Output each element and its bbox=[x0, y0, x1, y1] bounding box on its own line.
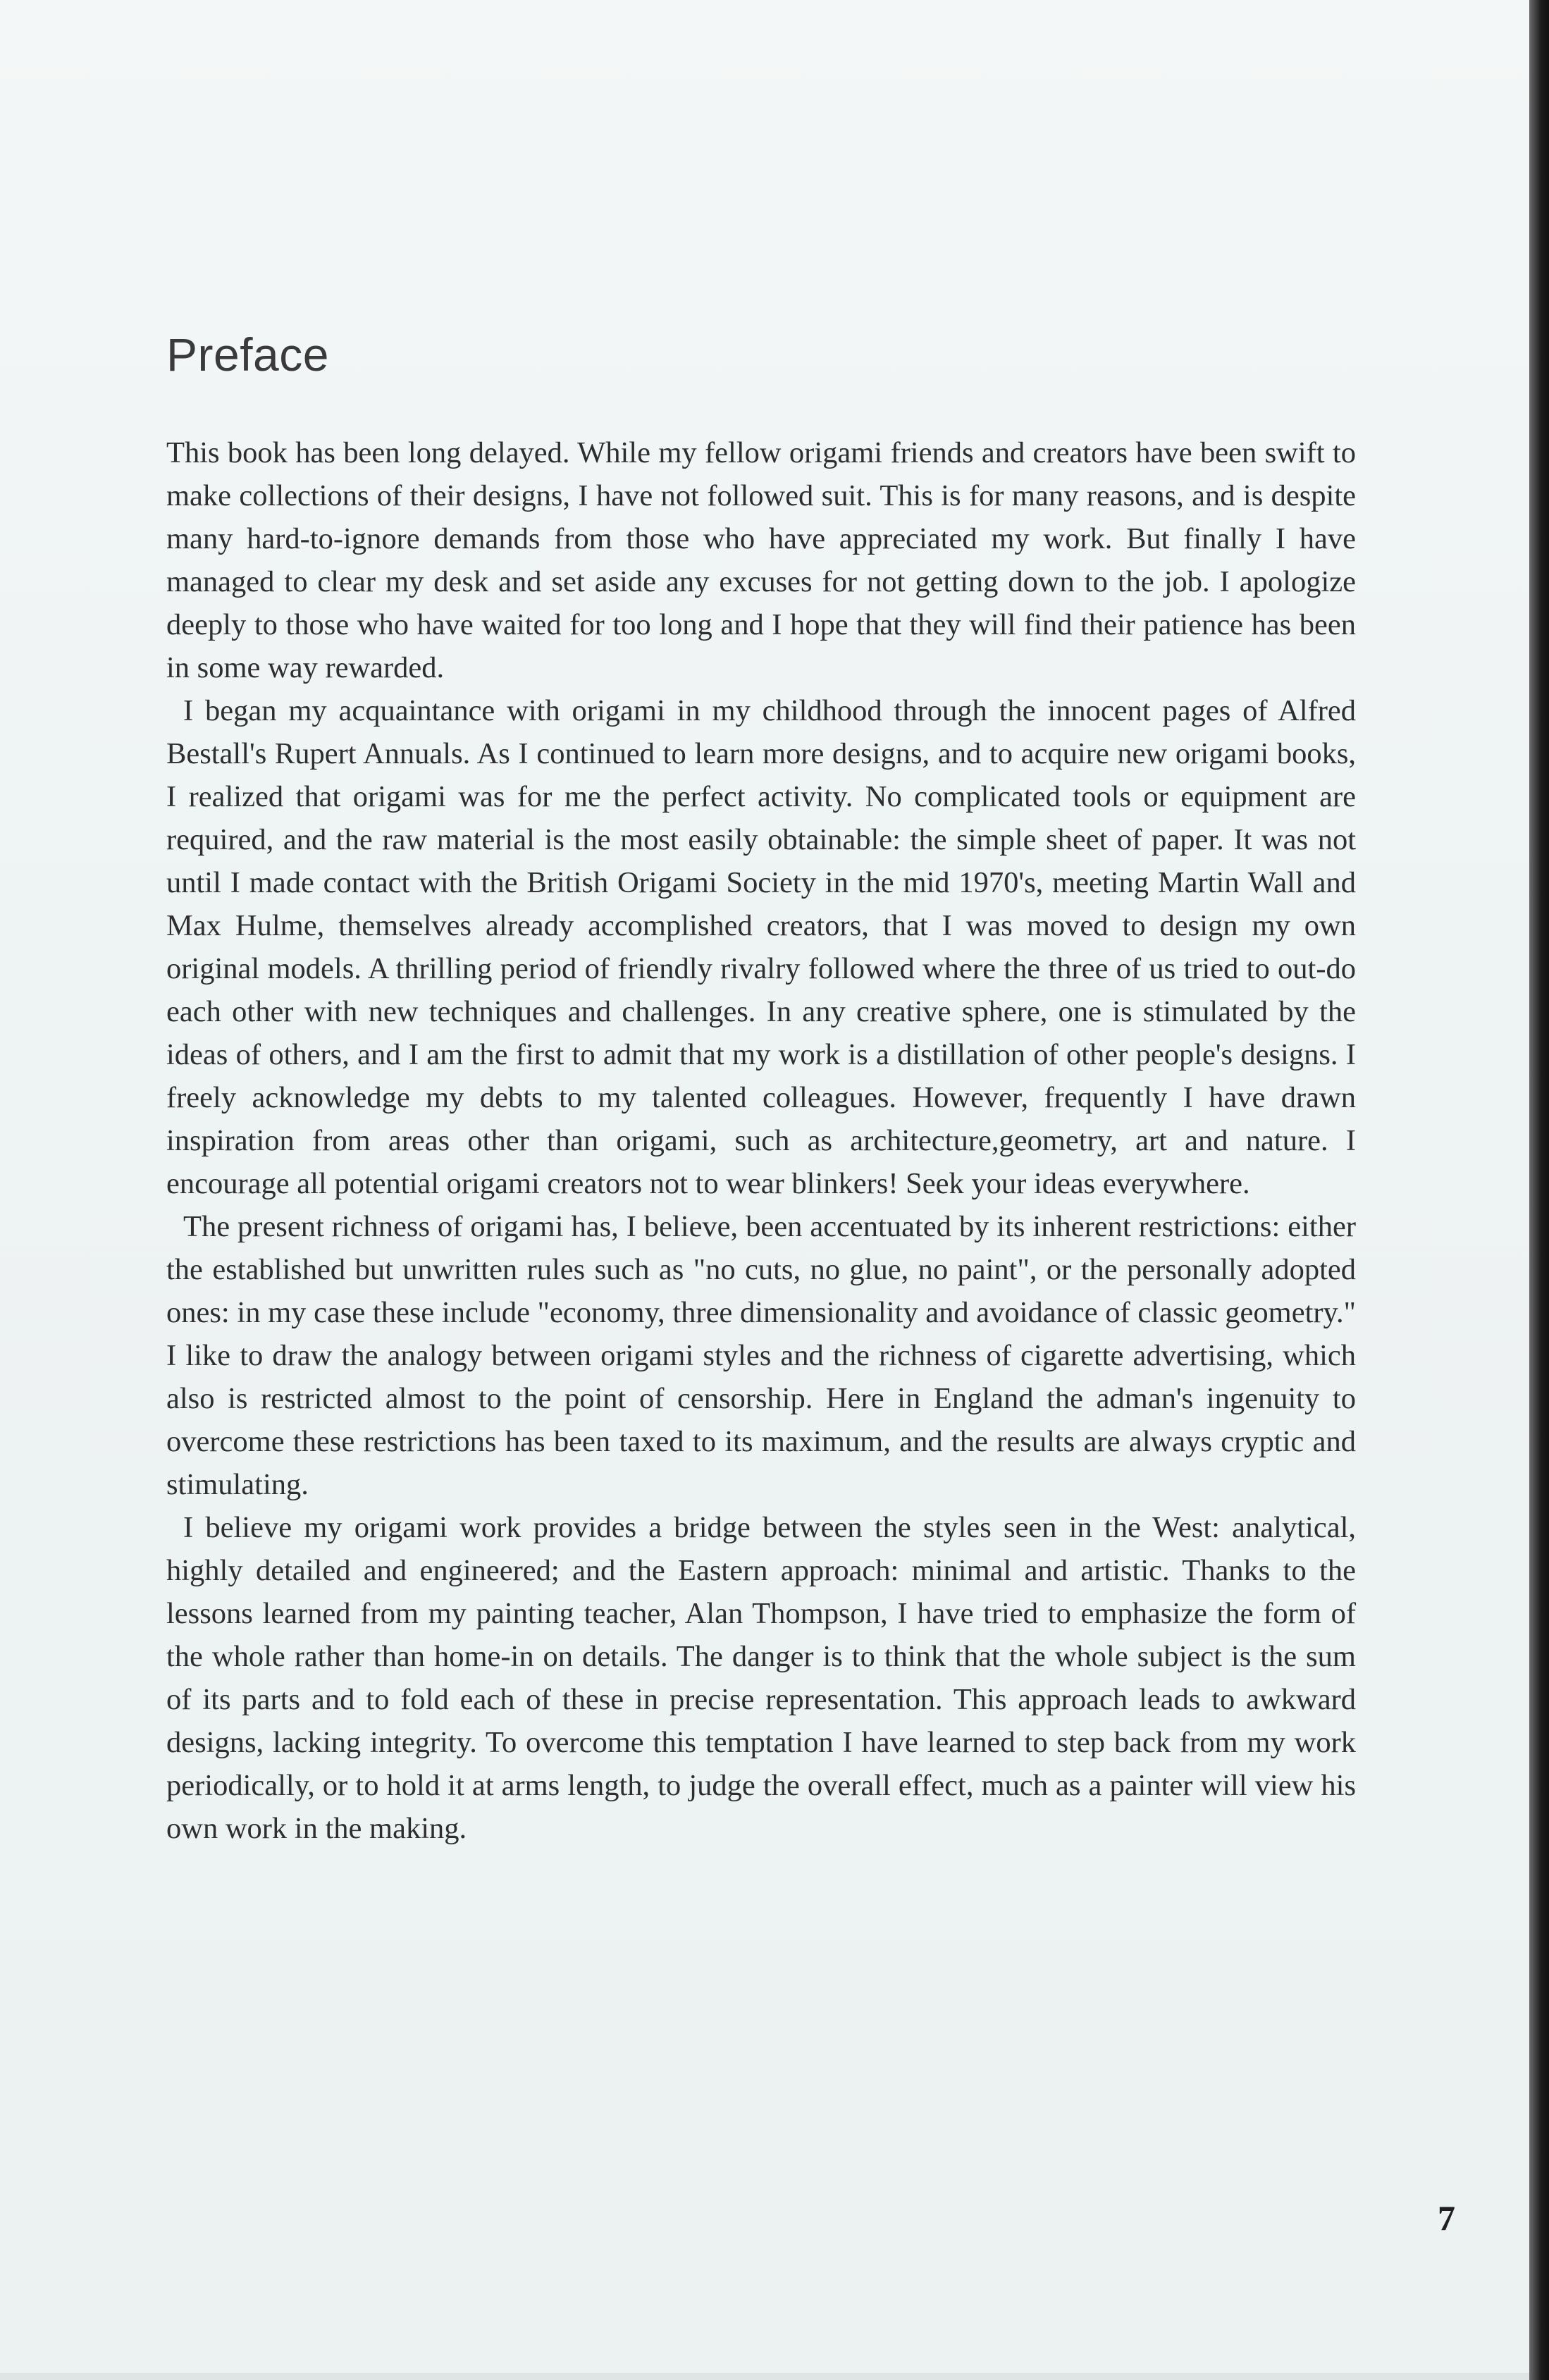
page-title: Preface bbox=[166, 328, 329, 381]
paragraph: I began my acquaintance with origami in my childhood through the innocent pages of Alfred Bestall's Rupert Annuals. As I continued to learn more designs, and to acquire new origami books, I realized that origami was for me the perfect activity. No complicated tools or equipment are required, and the raw material is the most easily obtainable: the simple sheet of paper. It was not until I made contact with the British Origami Society in the mid 1970's, meeting Martin Wall and Max Hulme, themselves already accomplished creators, that I was moved to design my own original models. A thrilling period of friendly rivalry followed where the three of us tried to out-do each other with new techniques and challenges. In any creative sphere, one is stimulated by the ideas of others, and I am the first to admit that my work is a distillation of other people's designs. I freely acknowledge my debts to my talented colleagues. However, frequently I have drawn inspiration from areas other than origami, such as architecture,geometry, art and nature. I encourage all potential origami creators not to wear blinkers! Seek your ideas everywhere. bbox=[166, 694, 1356, 1200]
scan-edge-shadow bbox=[1529, 0, 1549, 2380]
paragraph: The present richness of origami has, I believe, been accentuated by its inherent restrictions: either the established but unwritten rules such as "no cuts, no glue, no paint", or the personally adopted ones: in my case these include "economy, three dimensionality and avoidance of classic geometry." I like to draw the analogy between origami styles and the richness of cigarette advertising, which also is restricted almost to the point of censorship. Here in England the adman's ingenuity to overcome these restrictions has been taxed to its maximum, and the results are always cryptic and stimulating. bbox=[166, 1210, 1356, 1501]
page-number: 7 bbox=[1438, 2198, 1455, 2238]
page-bottom-edge bbox=[0, 2373, 1529, 2380]
paragraph: This book has been long delayed. While my fellow origami friends and creators have been swift to make collections of their designs, I have not followed suit. This is for many reasons, and is despite many hard-to-ignore demands from those who have appreciated my work. But finally I have managed to clear my desk and set aside any excuses for not getting down to the job. I apologize deeply to those who have waited for too long and I hope that they will find their patience has been in some way rewarded. bbox=[166, 436, 1356, 684]
paragraph: I believe my origami work provides a bridge between the styles seen in the West: analytical, highly detailed and engineered; and the Eastern approach: minimal and artistic. Thanks to the lessons learned from my painting teacher, Alan Thompson, I have tried to emphasize the form of the whole rather than home-in on details. The danger is to think that the whole subject is the sum of its parts and to fold each of these in precise representation. This approach leads to awkward designs, lacking integrity. To overcome this temptation I have learned to step back from my work periodically, or to hold it at arms length, to judge the overall effect, much as a painter will view his own work in the making. bbox=[166, 1511, 1356, 1845]
preface-body bbox=[166, 431, 1356, 1850]
